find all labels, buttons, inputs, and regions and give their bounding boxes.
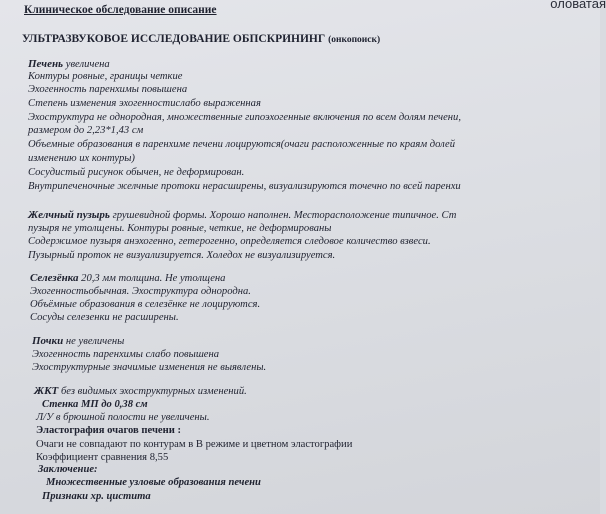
title-suffix: (онкопоиск): [328, 35, 381, 45]
spleen-label: Селезёнка: [30, 272, 79, 284]
liver-value: увеличена: [65, 59, 110, 70]
liver-line: Контуры ровные, границы четкие: [28, 71, 183, 82]
liver-line: Объемные образования в паренхиме печени лоцируются(очаги расположенные по краям долей: [28, 139, 456, 150]
elastography-line: Коэффициент сравнения 8,55: [36, 452, 169, 463]
kidneys-line: Эхогенность паренхимы слабо повышена: [32, 349, 220, 360]
bladder-wall: Стенка МП до 0,38 см: [42, 399, 148, 410]
conclusion-line: Признаки хр. цистита: [42, 491, 151, 502]
spleen-heading: [30, 272, 225, 285]
document-header: Клиническое обследование описание: [24, 4, 217, 16]
kidneys-heading: [32, 335, 124, 348]
title-text: УЛЬТРАЗВУКОВОЕ ИССЛЕДОВАНИЕ ОБПСКРИНИНГ: [22, 33, 326, 45]
liver-line: Степень изменения эхогенностислабо выраженная: [28, 98, 261, 109]
liver-line: Внутрипеченочные желчные протоки нерасширены, визуализируются точечно по всей паренхи: [28, 181, 461, 192]
gallbladder-label: Желчный пузырь: [28, 209, 110, 221]
spleen-value: 20,3 мм толщина. Не утолщена: [81, 273, 226, 284]
spleen-line: Объёмные образования в селезёнке не лоцируются.: [30, 299, 261, 310]
liver-heading: [28, 58, 110, 71]
liver-line: Эхогенность паренхимы повышена: [28, 84, 188, 95]
lymph-nodes: Л/У в брюшной полости не увеличены.: [36, 412, 210, 423]
gallbladder-value: грушевидной формы. Хорошо наполнен. Месторасположение типичное. Ст: [112, 210, 457, 221]
gallbladder-line: пузыря не утолщены. Контуры ровные, четкие, не деформированы: [28, 223, 332, 234]
liver-label: Печень: [28, 58, 64, 70]
liver-line: Сосудистый рисунок обычен, не деформирован.: [28, 167, 245, 178]
kidneys-line: Эхоструктурные значимые изменения не выявлены.: [32, 362, 267, 373]
spleen-line: Сосуды селезенки не расширены.: [30, 312, 179, 323]
conclusion-line: Множественные узловые образования печени: [46, 477, 261, 488]
spleen-line: Эхогенностьобычная. Эхоструктура однородна.: [30, 286, 251, 297]
gi-heading: [34, 385, 247, 398]
cut-off-text: оловатая: [550, 0, 606, 11]
liver-line: изменению их контуры): [28, 153, 135, 164]
kidneys-value: не увеличены: [65, 336, 125, 347]
elastography-line: Очаги не совпадают по контурам в В режиме и цветном эластографии: [36, 439, 353, 450]
gallbladder-heading: [28, 209, 456, 222]
gi-label: ЖКТ: [34, 385, 59, 397]
liver-line: размером до 2,23*1,43 см: [28, 125, 144, 136]
gallbladder-line: Содержимое пузыря анэхогенно, гетерогенно, определяется следовое количество взвеси.: [28, 236, 431, 247]
liver-line: Эхоструктура не однородная, множественные гипоэхогенные включения по всем долям печени,: [28, 112, 461, 123]
document-title: [22, 33, 380, 46]
gallbladder-line: Пузырный проток не визуализируется. Холедох не визуализируется.: [28, 250, 336, 261]
gi-value: без видимых эхоструктурных изменений.: [60, 386, 247, 397]
elastography-heading: Эластография очагов печени :: [36, 425, 182, 436]
kidneys-label: Почки: [32, 335, 64, 347]
conclusion-heading: Заключение:: [38, 464, 98, 475]
